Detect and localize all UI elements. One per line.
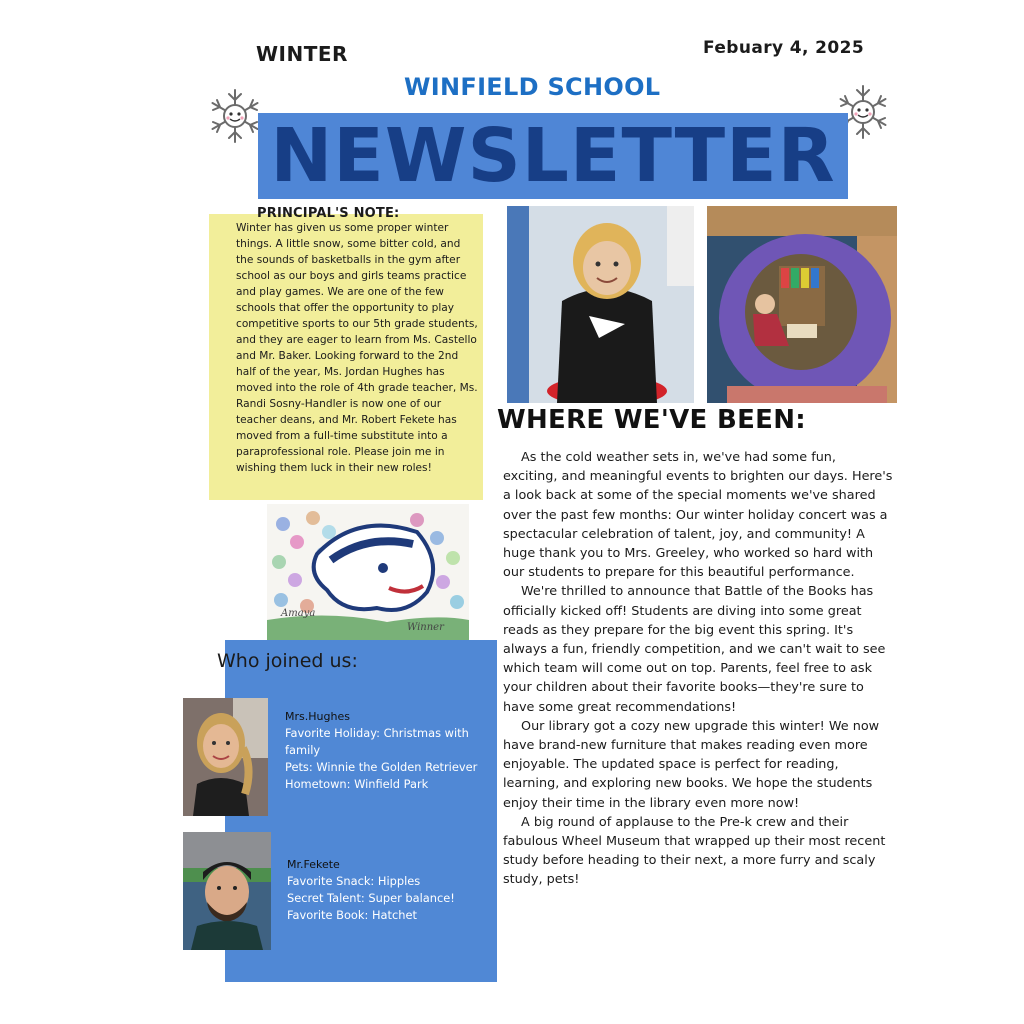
staff-card-fekete [287,856,492,924]
staff-name: Mr.Fekete [287,858,340,871]
staff-detail: Hometown: Winfield Park [285,777,429,791]
staff-detail: Favorite Book: Hatchet [287,908,417,922]
staff-photo-hughes [183,698,268,816]
student-artwork [267,504,469,644]
staff-name: Mrs.Hughes [285,710,350,723]
article-paragraph: Our library got a cozy new upgrade this winter! We now have brand-new furniture that makes reading even more enjoyable. The updated space is perfect for reading, learning, and exploring new books. We hope the students enjoy their time in the library even more now! [503,718,880,811]
staff-detail: Secret Talent: Super balance! [287,891,455,905]
student-photo [507,206,694,403]
artwork-signature-right: Winner [407,622,444,633]
library-photo [707,206,897,403]
staff-detail: Favorite Holiday: Christmas with family [285,726,469,757]
staff-detail: Pets: Winnie the Golden Retriever [285,760,478,774]
who-joined-heading: Who joined us: [217,650,358,672]
staff-detail: Favorite Snack: Hipples [287,874,421,888]
principal-note-text: Winter has given us some proper winter things. A little snow, some bitter cold, and the sounds of basketballs in the gym after school as our boys and girls teams practice and play games. We are one of the few schools that offer the opportunity to play competitive sports to our 5th grade students, and they are eager to learn from Ms. Castello and Mr. Baker. Looking forward to the 2nd half of the year, Ms. Jordan Hughes has moved into the role of 4th grade teacher, Ms. Randi Sosny-Handler is now one of our teacher deans, and Mr. Robert Fekete has moved from a full-time substitute into a paraprofessional role. Please join me in wishing them luck in their new roles! [236,222,478,474]
title-banner [258,113,848,199]
article-paragraph: We're thrilled to announce that Battle of the Books has officially kicked off! Students are diving into some great reads as they prepare for the big event this spring. It's always a fun, friendly competition, and we can't wait to see which team will come out on top. Parents, feel free to ask your children about their favorite books—they're sure to have some great recommendations! [503,584,886,715]
staff-card-hughes [285,708,495,793]
where-weve-been-heading: WHERE WE'VE BEEN: [497,405,806,435]
season-label: WINTER [256,42,348,66]
snowflake-icon [205,86,265,146]
principal-note-heading: PRINCIPAL'S NOTE: [257,206,400,221]
staff-photo-fekete [183,832,271,950]
artwork-signature-left: Amaya [281,608,316,619]
newsletter-title: NEWSLETTER [270,113,836,199]
article-paragraph: A big round of applause to the Pre-k crew and their fabulous Wheel Museum that wrapped up their most recent study before heading to their next, a more furry and scaly study, pets! [503,814,886,888]
school-name: WINFIELD SCHOOL [404,73,661,101]
issue-date: Febuary 4, 2025 [703,38,865,58]
where-weve-been-body [503,448,893,890]
article-paragraph: As the cold weather sets in, we've had some fun, exciting, and meaningful events to brighten our days. Here's a look back at some of the special moments we've shared over the past few months: Our winter holiday concert was a spectacular celebration of talent, joy, and community! A huge thank you to Mrs. Greeley, who worked so hard with our students to prepare for this beautiful performance. [503,450,893,581]
